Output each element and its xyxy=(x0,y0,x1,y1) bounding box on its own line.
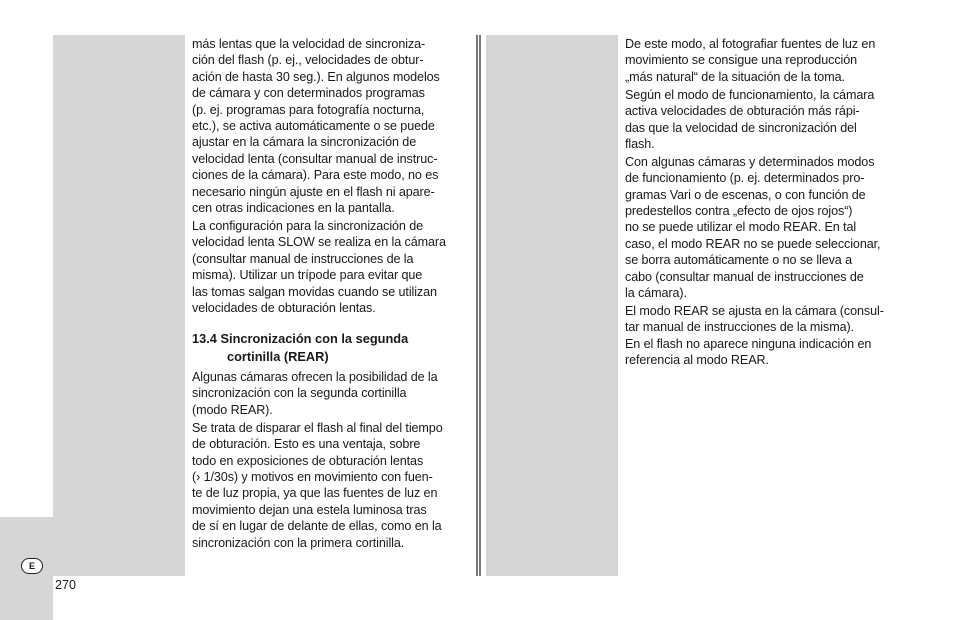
paragraph xyxy=(192,369,443,418)
section-heading xyxy=(192,330,408,365)
text-line: De este modo, al fotografiar fuentes de luz en xyxy=(625,37,876,51)
text-line: velocidades de obturación lentas. xyxy=(192,301,376,315)
text-line: te de luz propia, ya que las fuentes de luz en xyxy=(192,486,438,501)
text-line: En el flash no aparece ninguna indicación en xyxy=(625,336,872,351)
text-line: (consultar manual de instrucciones de la xyxy=(192,251,414,266)
text-line: sincronización con la segunda cortinilla xyxy=(192,386,407,401)
text-line: todo en exposiciones de obturación lentas xyxy=(192,453,424,468)
text-line: las tomas salgan movidas cuando se utilizan xyxy=(192,284,437,299)
paragraph xyxy=(192,218,477,316)
text-line: das que la velocidad de sincronización del xyxy=(625,120,857,135)
text-line: La configuración para la sincronización de xyxy=(192,218,424,233)
text-line: velocidad lenta SLOW se realiza en la cámara xyxy=(192,235,446,250)
text-line: „más natural“ de la situación de la toma. xyxy=(625,69,845,84)
section-heading-line2: cortinilla (REAR) xyxy=(227,348,329,364)
text-line: Con algunas cámaras y determinados modos xyxy=(625,154,875,169)
left-section-text xyxy=(192,369,443,552)
paragraph xyxy=(625,154,910,302)
text-line: El modo REAR se ajusta en la cámara (consul- xyxy=(625,304,884,318)
text-line: ción del flash (p. ej., velocidades de obtur- xyxy=(192,53,424,68)
section-heading-number: 13.4 xyxy=(192,331,217,346)
text-line: movimiento dejan una estela luminosa tras xyxy=(192,502,427,517)
text-line: de obturación. Esto es una ventaja, sobre xyxy=(192,437,421,452)
page-number: 270 xyxy=(55,578,77,592)
text-line: se borra automáticamente o no se lleva a xyxy=(625,253,853,268)
left-margin-column xyxy=(53,35,185,576)
text-line: movimiento se consigue una reproducción xyxy=(625,53,858,68)
text-line: (modo REAR). xyxy=(192,402,273,417)
right-margin-column xyxy=(486,35,618,576)
text-line: Se trata de disparar el flash al final del tiempo xyxy=(192,420,443,435)
text-line: necesario ningún ajuste en el flash ni apare- xyxy=(192,184,435,199)
left-intro-text xyxy=(192,36,477,318)
text-line: velocidad lenta (consultar manual de instruc- xyxy=(192,151,438,166)
text-line: más lentas que la velocidad de sincroniza- xyxy=(192,37,426,51)
text-line: cabo (consultar manual de instrucciones de xyxy=(625,269,864,284)
text-line: referencia al modo REAR. xyxy=(625,353,769,368)
text-line: de funcionamiento (p. ej. determinados pro- xyxy=(625,171,865,186)
text-line: predestellos contra „efecto de ojos rojos“) xyxy=(625,204,853,219)
text-line: misma). Utilizar un trípode para evitar que xyxy=(192,268,423,283)
text-line: Según el modo de funcionamiento, la cámara xyxy=(625,87,875,102)
right-column-text xyxy=(625,36,910,369)
text-line: de cámara y con determinados programas xyxy=(192,86,425,101)
language-badge: E xyxy=(21,558,43,574)
text-line: ación de hasta 30 seg.). En algunos modelos xyxy=(192,69,440,84)
text-line: Algunas cámaras ofrecen la posibilidad de la xyxy=(192,370,438,384)
text-line: gramas Vari o de escenas, o con función de xyxy=(625,187,866,202)
text-line: ciones de la cámara). Para este modo, no es xyxy=(192,168,439,183)
text-line: no se puede utilizar el modo REAR. En tal xyxy=(625,220,857,235)
text-line: de sí en lugar de delante de ellas, como en la xyxy=(192,519,442,534)
paragraph xyxy=(625,303,910,369)
text-line: etc.), se activa automáticamente o se puede xyxy=(192,119,435,134)
paragraph xyxy=(192,36,477,216)
text-line: flash. xyxy=(625,136,655,151)
text-line: activa velocidades de obturación más rápi- xyxy=(625,104,860,119)
text-line: ajustar en la cámara la sincronización de xyxy=(192,135,417,150)
text-line: (› 1/30s) y motivos en movimiento con fuen- xyxy=(192,469,433,484)
section-heading-line1: Sincronización con la segunda xyxy=(220,331,409,346)
text-line: tar manual de instrucciones de la misma). xyxy=(625,320,854,335)
paragraph xyxy=(192,420,443,551)
text-line: (p. ej. programas para fotografía nocturna, xyxy=(192,102,425,117)
column-divider-rule xyxy=(479,35,481,576)
paragraph xyxy=(625,87,910,153)
text-line: caso, el modo REAR no se puede seleccionar, xyxy=(625,236,881,251)
text-line: cen otras indicaciones en la pantalla. xyxy=(192,201,395,216)
paragraph xyxy=(625,36,910,85)
text-line: la cámara). xyxy=(625,286,687,301)
text-line: sincronización con la primera cortinilla. xyxy=(192,535,405,550)
